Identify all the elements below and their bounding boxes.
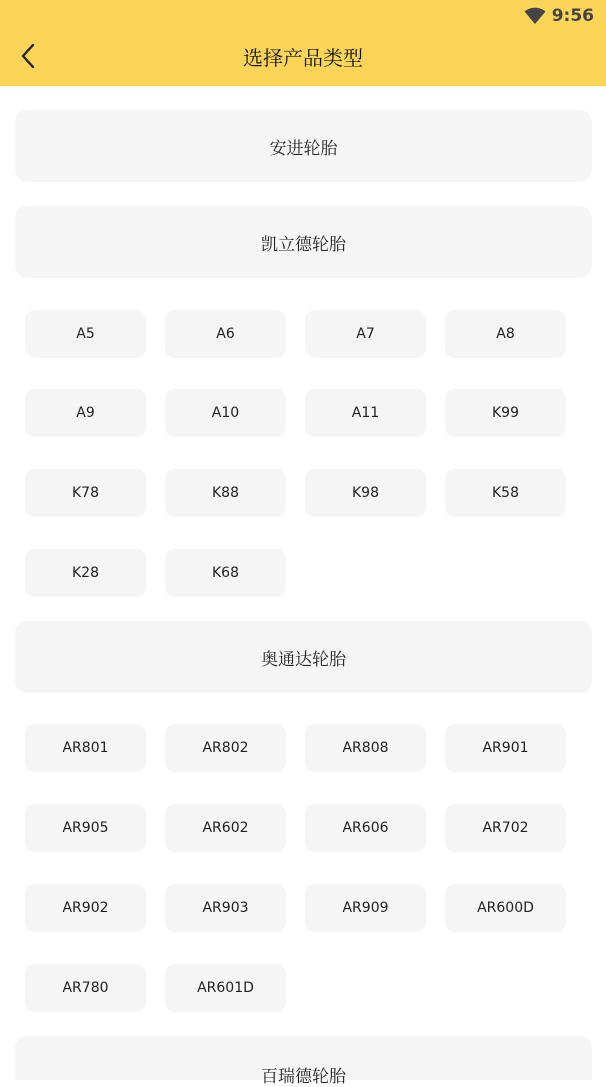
product-chip-k68[interactable]: [165, 549, 286, 597]
wifi-icon: [524, 7, 546, 25]
product-chip-ar801[interactable]: [25, 724, 146, 772]
product-label: A11: [351, 405, 380, 421]
status-bar: [524, 4, 594, 28]
product-chip-k98[interactable]: [305, 469, 426, 517]
product-label: A9: [76, 405, 95, 421]
product-label: K78: [72, 485, 99, 501]
page-title: 选择产品类型: [243, 46, 363, 70]
product-label: A7: [356, 326, 375, 342]
product-label: AR606: [342, 820, 389, 836]
product-label: A6: [216, 326, 235, 342]
product-chip-k88[interactable]: [165, 469, 286, 517]
product-chip-ar905[interactable]: [25, 804, 146, 852]
product-label: AR702: [482, 820, 529, 836]
product-chip-a11[interactable]: [305, 389, 426, 437]
product-chip-a9[interactable]: [25, 389, 146, 437]
brand-item-bairuide[interactable]: [15, 1036, 592, 1087]
product-label: AR905: [62, 820, 109, 836]
product-chip-ar903[interactable]: [165, 884, 286, 932]
product-chip-a10[interactable]: [165, 389, 286, 437]
product-chip-a5[interactable]: [25, 310, 146, 358]
product-label: A10: [211, 405, 240, 421]
product-chip-ar601d[interactable]: [165, 964, 286, 1012]
product-label: AR801: [62, 740, 109, 756]
product-chip-ar780[interactable]: [25, 964, 146, 1012]
product-label: AR808: [342, 740, 389, 756]
brand-label: 凯立德轮胎: [261, 234, 346, 255]
product-chip-ar600d[interactable]: [445, 884, 566, 932]
product-label: AR901: [482, 740, 529, 756]
brand-label: 奥通达轮胎: [261, 649, 346, 670]
brand-item-anjin[interactable]: [15, 110, 592, 182]
product-label: K88: [212, 485, 239, 501]
product-chip-k78[interactable]: [25, 469, 146, 517]
brand-label: 安进轮胎: [269, 138, 338, 159]
product-chip-a8[interactable]: [445, 310, 566, 358]
product-label: AR902: [62, 900, 109, 916]
product-chip-ar802[interactable]: [165, 724, 286, 772]
product-chip-k28[interactable]: [25, 549, 146, 597]
product-label: AR780: [62, 980, 109, 996]
status-time: 9:56: [551, 6, 594, 26]
brand-label: 百瑞德轮胎: [261, 1067, 346, 1087]
product-label: K58: [492, 485, 519, 501]
app-header: [0, 0, 606, 86]
product-label: AR601D: [197, 980, 254, 996]
brand-item-aotongda[interactable]: [15, 621, 592, 693]
product-chip-ar702[interactable]: [445, 804, 566, 852]
product-chip-k99[interactable]: [445, 389, 566, 437]
product-label: AR602: [202, 820, 249, 836]
product-chip-ar808[interactable]: [305, 724, 426, 772]
product-label: AR600D: [477, 900, 534, 916]
product-chip-a7[interactable]: [305, 310, 426, 358]
product-chip-ar602[interactable]: [165, 804, 286, 852]
product-label: K68: [212, 565, 239, 581]
product-chip-k58[interactable]: [445, 469, 566, 517]
product-label: A8: [496, 326, 515, 342]
product-label: AR903: [202, 900, 249, 916]
product-chip-ar909[interactable]: [305, 884, 426, 932]
brand-item-kailide[interactable]: [15, 206, 592, 278]
product-label: K28: [72, 565, 99, 581]
product-chip-ar606[interactable]: [305, 804, 426, 852]
product-label: AR802: [202, 740, 249, 756]
product-label: A5: [76, 326, 95, 342]
product-label: K98: [352, 485, 379, 501]
product-label: AR909: [342, 900, 389, 916]
product-chip-ar901[interactable]: [445, 724, 566, 772]
product-chip-a6[interactable]: [165, 310, 286, 358]
product-chip-ar902[interactable]: [25, 884, 146, 932]
product-label: K99: [492, 405, 519, 421]
